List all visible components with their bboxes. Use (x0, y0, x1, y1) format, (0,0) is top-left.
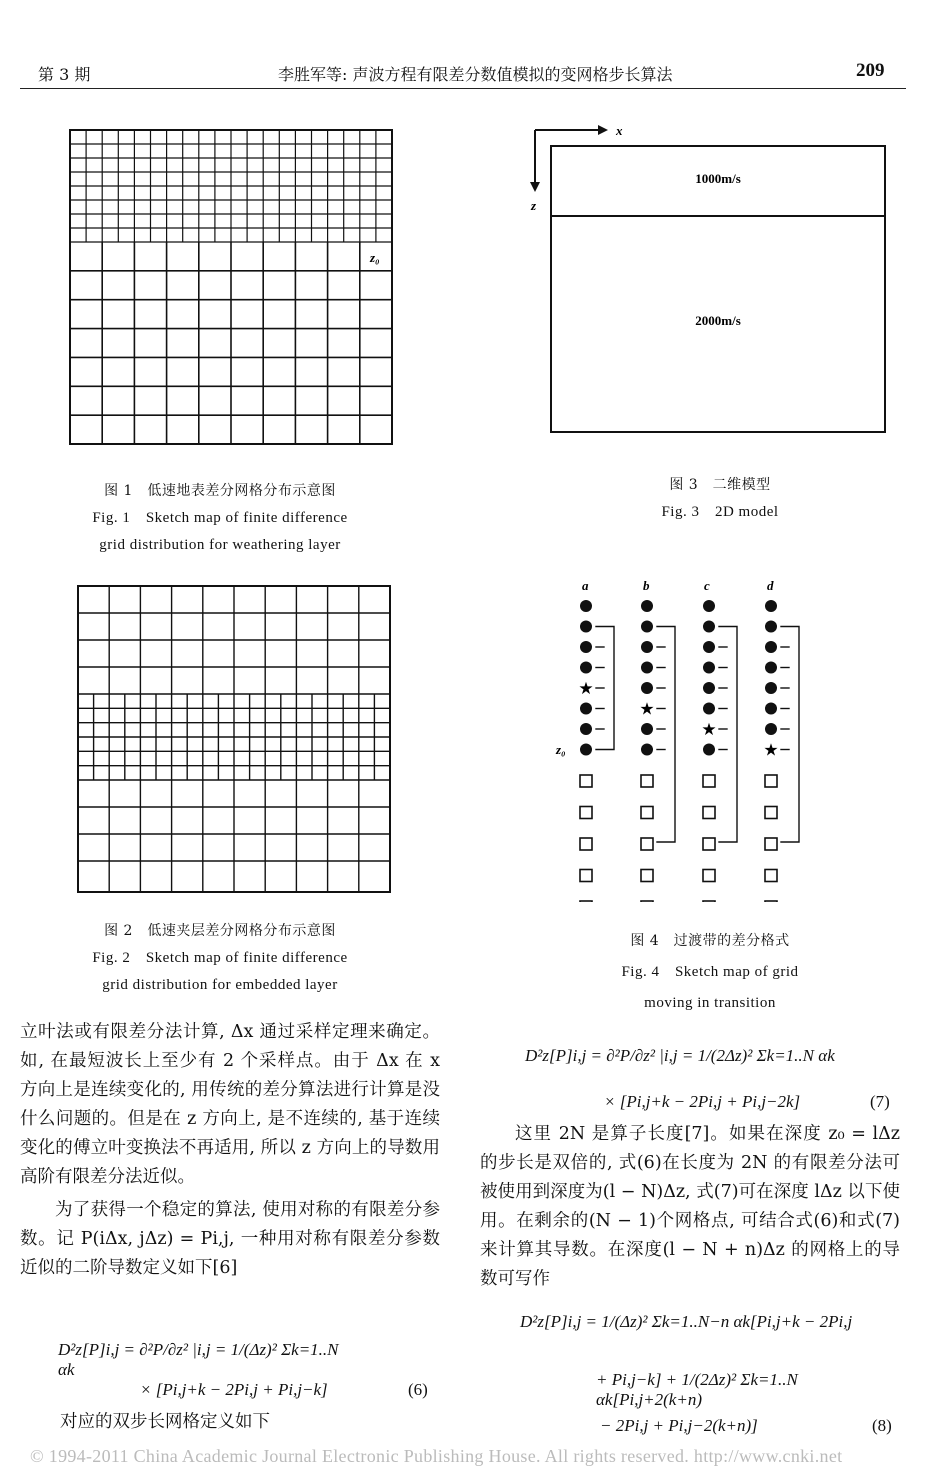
running-title: 李胜军等: 声波方程有限差分数值模拟的变网格步长算法 (278, 65, 673, 84)
figure-2-grid (70, 580, 400, 900)
grid-node-dot (703, 744, 715, 756)
figure-4-caption-en-1: Fig. 4 Sketch map of grid (621, 964, 799, 980)
grid-node-dot (765, 682, 777, 694)
grid-node-dot (765, 641, 777, 653)
grid-node-dot (703, 641, 715, 653)
grid-node-dot (703, 662, 715, 674)
column-c-label: c (704, 578, 710, 593)
grid-node-dot (703, 682, 715, 694)
grid-node-dot (580, 641, 592, 653)
grid-node-dot (641, 744, 653, 756)
figure-4-caption-en-2: moving in transition (644, 995, 776, 1011)
grid-node-dot (580, 703, 592, 715)
grid-node-dot (641, 682, 653, 694)
figure-3-caption (530, 472, 910, 526)
z-axis-label: z (531, 198, 537, 213)
equation-7-line-1: D²z[P]i,j = ∂²P/∂z² |i,j = 1/(2Δz)² Σk=1..N αk (525, 1046, 835, 1065)
grid-node-dot (765, 621, 777, 633)
coarse-node-square (580, 901, 592, 902)
coarse-node-square (765, 838, 777, 850)
figure-3-caption-cn: 图 3 二维模型 (669, 477, 771, 493)
grid-node-dot (703, 621, 715, 633)
paragraph-double-step: 对应的双步长网格定义如下 (60, 1412, 270, 1432)
paragraph-operator-length: 这里 2N 是算子长度[7]。如果在深度 z₀ = lΔz 的步长是双倍的, 式(6)在长度为 2N 的有限差分法可被使用到深度为(l − N)Δz, 式(7)可在深度 lΔz 以下使用。在剩余的(N − 1)个网格点, 可结合式(6)和式(7)来计算其导数。在深度(l − N + n)Δz 的网格上的导数可写作 (480, 1124, 900, 1289)
equation-7-number: (7) (870, 1092, 890, 1111)
equation-8-number: (8) (872, 1416, 892, 1435)
star-icon: ★ (639, 699, 655, 719)
grid-node-dot (641, 621, 653, 633)
coarse-node-square (641, 870, 653, 882)
copyright-footer: © 1994-2011 China Academic Journal Electronic Publishing House. All rights reserved. http://www.cnki.net (30, 1446, 843, 1466)
grid-node-dot (580, 723, 592, 735)
coarse-node-square (703, 838, 715, 850)
paragraph-stability: 为了获得一个稳定的算法, 使用对称的有限差分参数。记 P(iΔx, jΔz) = Pi,j, 一种用对称有限差分参数近似的二阶导数定义如下[6] (20, 1200, 440, 1278)
figure-2-caption-en-2: grid distribution for embedded layer (102, 977, 338, 993)
coarse-node-square (765, 807, 777, 819)
star-icon: ★ (578, 679, 594, 698)
figure-4-marks (578, 600, 799, 902)
layer-1-velocity: 1000m/s (695, 171, 741, 186)
right-body-text (480, 1120, 900, 1294)
coarse-node-square (703, 775, 715, 787)
coarse-node-square (580, 838, 592, 850)
header-rule (20, 88, 906, 89)
figure-1-caption (40, 478, 400, 559)
grid-node-dot (641, 600, 653, 612)
grid-node-dot (580, 744, 592, 756)
coarse-node-square (641, 901, 653, 902)
grid-node-dot (703, 600, 715, 612)
column-d-label: d (767, 578, 774, 593)
layer-2-velocity: 2000m/s (695, 313, 741, 328)
coarse-node-square (580, 775, 592, 787)
figure-4-stencils (540, 572, 840, 902)
equation-8-line-2: + Pi,j−k] + 1/(2Δz)² Σk=1..N αk[Pi,j+2(k+n) (596, 1370, 798, 1409)
coarse-node-square (580, 807, 592, 819)
z0-label: z₀ (556, 742, 566, 757)
coarse-node-square (765, 870, 777, 882)
figure-1-caption-en-2: grid distribution for weathering layer (99, 537, 341, 553)
star-icon: ★ (763, 740, 779, 760)
stencil-bracket (781, 627, 799, 843)
x-axis-label: x (616, 123, 623, 138)
z0-label: z₀ (370, 250, 380, 265)
figure-2-caption-en-1: Fig. 2 Sketch map of finite difference (92, 950, 348, 966)
equation-8-line-1: D²z[P]i,j = 1/(Δz)² Σk=1..N−n αk[Pi,j+k − 2Pi,j (520, 1312, 853, 1331)
grid-node-dot (641, 662, 653, 674)
coarse-node-square (765, 775, 777, 787)
issue-number: 第 3 期 (38, 65, 91, 84)
grid-node-dot (641, 641, 653, 653)
grid-node-dot (765, 662, 777, 674)
grid-node-dot (580, 600, 592, 612)
grid-node-dot (641, 723, 653, 735)
coarse-node-square (641, 838, 653, 850)
equation-6-number: (6) (408, 1380, 428, 1399)
figure-3-model (520, 120, 920, 440)
coarse-node-square (703, 870, 715, 882)
figure-1-grid (60, 120, 400, 450)
left-body-text (20, 1018, 440, 1283)
equation-6-line-1: D²z[P]i,j = ∂²P/∂z² |i,j = 1/(Δz)² Σk=1..N αk (58, 1340, 339, 1379)
star-icon: ★ (701, 720, 717, 739)
page-number: 209 (856, 60, 885, 81)
figure-1-caption-en-1: Fig. 1 Sketch map of finite difference (92, 510, 348, 526)
grid-node-dot (580, 621, 592, 633)
equation-8-line-3: − 2Pi,j + Pi,j−2(k+n)] (600, 1416, 758, 1435)
figure-4-caption (540, 926, 880, 1019)
coarse-node-square (641, 775, 653, 787)
grid-node-dot (765, 600, 777, 612)
coarse-node-square (703, 901, 715, 902)
figure-4-caption-cn: 图 4 过渡带的差分格式 (630, 933, 790, 949)
figure-2-caption (40, 918, 400, 999)
coarse-node-square (703, 807, 715, 819)
grid-node-dot (703, 703, 715, 715)
coarse-node-square (765, 901, 777, 902)
figure-2-caption-cn: 图 2 低速夹层差分网格分布示意图 (104, 923, 336, 939)
column-a-label: a (582, 578, 589, 593)
coarse-node-square (580, 870, 592, 882)
column-b-label: b (643, 578, 650, 593)
coarse-node-square (641, 807, 653, 819)
grid-node-dot (765, 723, 777, 735)
figure-3-caption-en: Fig. 3 2D model (661, 504, 779, 520)
grid-node-dot (580, 662, 592, 674)
figure-1-caption-cn: 图 1 低速地表差分网格分布示意图 (104, 483, 336, 499)
grid-node-dot (765, 703, 777, 715)
stencil-bracket (719, 627, 737, 843)
equation-6-line-2: × [Pi,j+k − 2Pi,j + Pi,j−k] (140, 1380, 328, 1399)
equation-7-line-2: × [Pi,j+k − 2Pi,j + Pi,j−2k] (604, 1092, 801, 1111)
paragraph-fourier: 立叶法或有限差分法计算, Δx 通过采样定理来确定。如, 在最短波长上至少有 2 个采样点。由于 Δx 在 x 方向上是连续变化的, 用传统的差分算法进行计算是没什么问题的。但是在 z 方向上, 是不连续的, 基于连续变化的傅立叶变换法不再适用, 所以 z 方向上的导数用高阶有限差分法近似。 (20, 1022, 440, 1187)
stencil-bracket (657, 627, 675, 843)
